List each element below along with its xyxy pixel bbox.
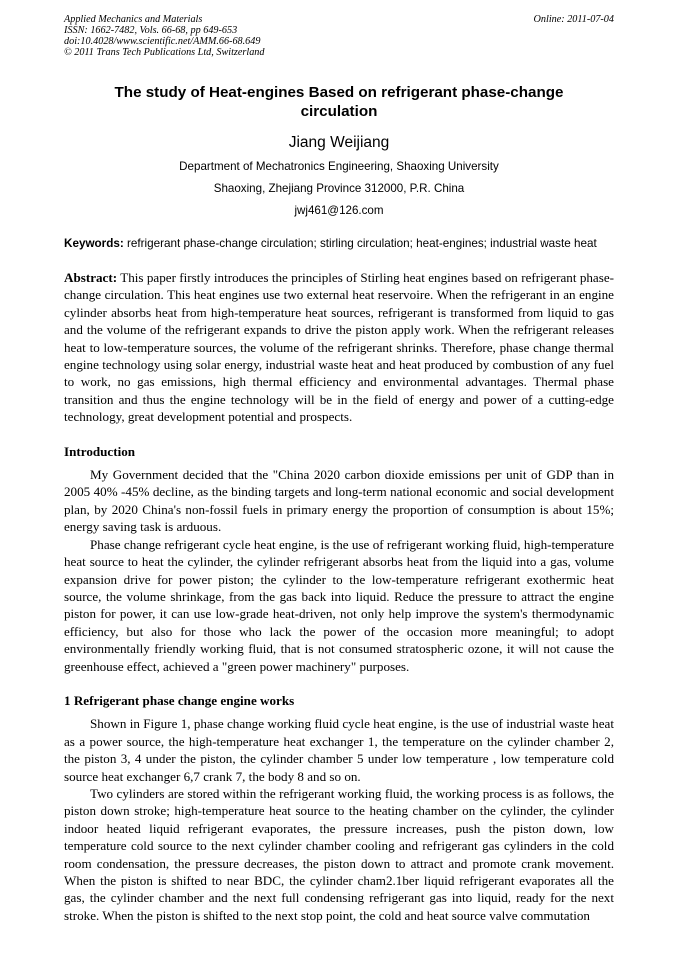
author-department: Department of Mechatronics Engineering, Shaoxing University [179, 160, 499, 173]
section-heading-engine-works: 1 Refrigerant phase change engine works [64, 692, 295, 708]
keywords-label: Keywords: [64, 237, 124, 250]
abstract-label: Abstract: [64, 270, 118, 285]
abstract-text: This paper firstly introduces the principles of Stirling heat engines based on refrigerant phase-change circulation. This heat engines use two external heat reservoire. When the refrigerant in an engine cylinder absorbs heat from high-temperature heat sources, refrigerant is transformed from liquid to gas and the volume of the refrigerant expands to drive the piston apply work. When the refrigerant releases heat to low-temperature sources, the volume of the refrigerant shrinks. Therefore, phase change thermal engine technology using solar energy, industrial waste heat and heat produced by combustion of any fuel to work, no gas emissions, high thermal efficiency and environmental advantages. Thermal phase transition and thus the engine technology will be in the field of energy and power of a cutting-edge technology, great development potential and prospects. [64, 270, 614, 425]
paragraph: Shown in Figure 1, phase change working fluid cycle heat engine, is the use of industrial waste heat as a power source, the high-temperature heat exchanger 1, the temperature on the cylinder chamber 2, the piston 3, 4 under the piston, the cylinder chamber 5 under low temperature , low temperature cold source heat exchanger 6,7 crank 7, the body 8 and so on. [64, 716, 614, 784]
paragraph: Phase change refrigerant cycle heat engine, is the use of refrigerant working fluid, high-temperature heat source to heat the cylinder, the cylinder refrigerant absorbs heat from the liquid into a gas, volume expansion drive for power piston; the cylinder to the low-temperature refrigerant exothermic heat source, the volume shrinkage, from the gas back into liquid. Reduce the pressure to attract the engine piston for power, it can use low-grade heat-driven, not only help improve the system's thermodynamic efficiency, but also for those who lack the power of the occasion more meaningful; to adopt environmentally friendly working fluid, that is not consumed stratospheric ozone, it will not cause the greenhouse effect, achieved a "green power machinery" purposes. [64, 536, 614, 674]
doi-line: doi:10.4028/www.scientific.net/AMM.66-68.649 [64, 36, 261, 47]
paper-title: The study of Heat-engines Based on refrigerant phase-change circulation [114, 84, 564, 120]
issn-line: ISSN: 1662-7482, Vols. 66-68, pp 649-653 [64, 25, 238, 36]
section-heading-introduction: Introduction [64, 443, 136, 459]
author-email: jwj461@126.com [294, 204, 384, 217]
keywords-text: refrigerant phase-change circulation; stirling circulation; heat-engines; industrial waste heat [123, 237, 597, 250]
paragraph: Two cylinders are stored within the refrigerant working fluid, the working process is as follows, the piston down stroke; high-temperature heat source to the heating chamber on the cylinder, the cylinder indoor heated liquid refrigerant evaporates, the pressure increases, push the piston down, low temperature cold source to the next cylinder chamber cooling and refrigerant gas cylinders in the cold room condensation, the pressure decreases, the piston down to attract and promote crank movement. When the piston is shifted to near BDC, the cylinder cham2.1ber liquid refrigerant evaporates all the gas, the cylinder chamber and the next full condensing refrigerant gas into liquid, ready for the next stroke. When the piston is shifted to the next stop point, the cold and heat source valve commutation [64, 785, 614, 923]
paper-page [64, 14, 614, 924]
author-address: Shaoxing, Zhejiang Province 312000, P.R. China [213, 182, 465, 195]
keywords [64, 236, 614, 251]
paragraph: My Government decided that the "China 2020 carbon dioxide emissions per unit of GDP than in 2005 40% -45% decline, as the binding targets and long-term national economic and social development plan, by 2020 China's non-fossil fuels in primary energy the proportion of consumption is about 15%; energy saving task is arduous. [64, 467, 614, 535]
journal-name: Applied Mechanics and Materials [64, 14, 203, 25]
copyright-line: © 2011 Trans Tech Publications Ltd, Switzerland [64, 47, 265, 58]
journal-header [64, 14, 614, 58]
online-date: Online: 2011-07-04 [533, 14, 614, 25]
abstract [64, 269, 614, 426]
author-name: Jiang Weijiang [288, 134, 390, 151]
